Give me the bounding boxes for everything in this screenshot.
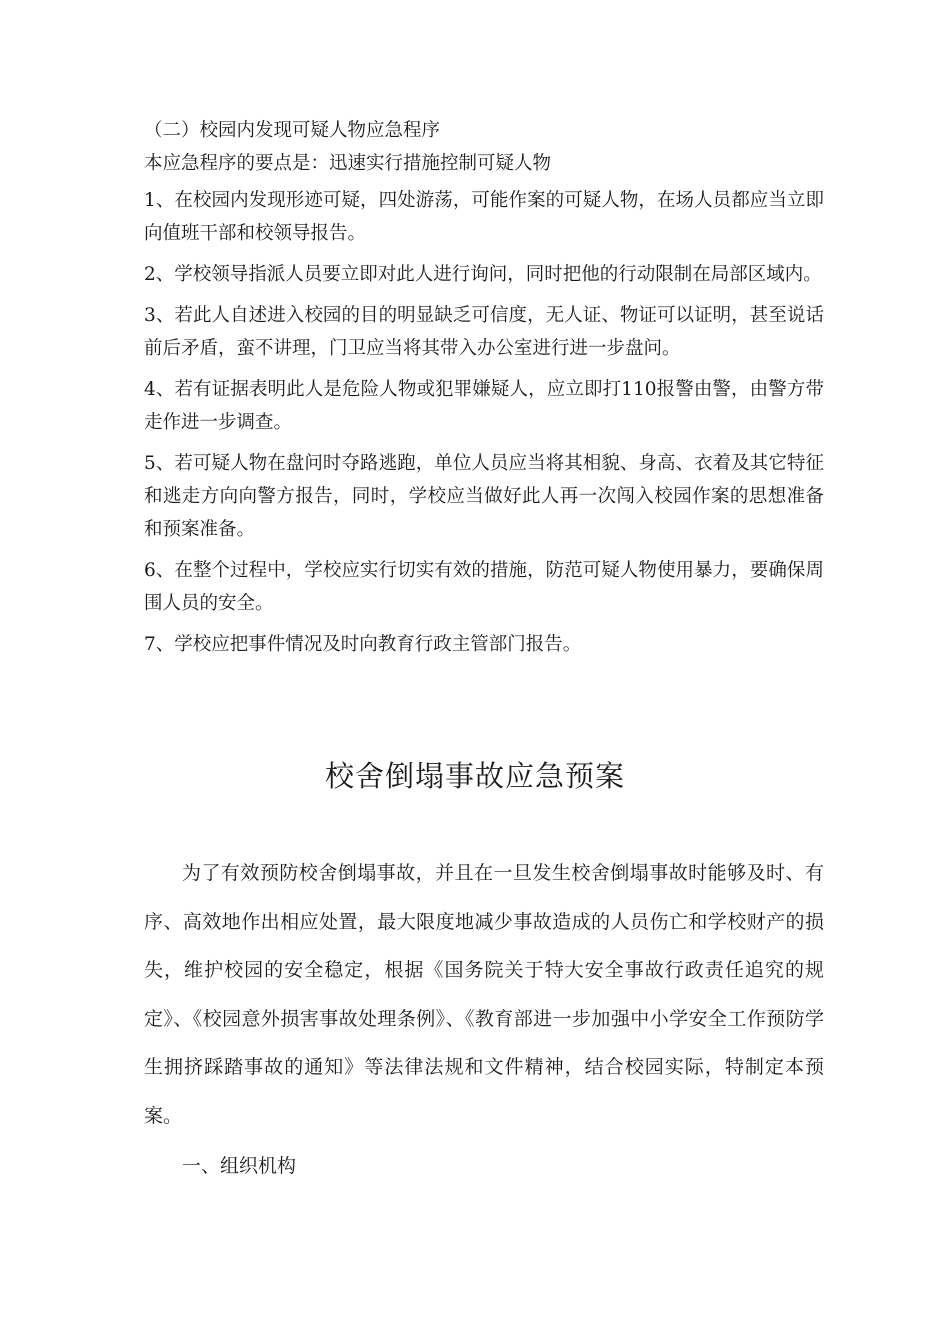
procedure-item-2: 2、学校领导指派人员要立即对此人进行询问，同时把他的行动限制在局部区域内。 xyxy=(144,264,822,285)
section-lead: 本应急程序的要点是：迅速实行措施控制可疑人物 xyxy=(144,153,552,174)
plan-subheading: 一、组织机构 xyxy=(182,1155,297,1177)
plan-intro-paragraph: 为了有效预防校舍倒塌事故，并且在一旦发生校舍倒塌事故时能够及时、有序、高效地作出相应处置，最大限度地减少事故造成的人员伤亡和学校财产的损失，维护校园的安全稳定，根据《国务院关于特大安全事故行政责任追究的规定》、《校园意外损害事故处理条例》、《教育部进一步加强中小学安全工作预防学生拥挤踩踏事故的通知》等法律法规和文件精神，结合校园实际，特制定本预案。 xyxy=(144,862,824,1127)
procedure-item-6: 6、在整个过程中，学校应实行切实有效的措施，防范可疑人物使用暴力，要确保周围人员的安全。 xyxy=(144,560,824,614)
emergency-procedure-section xyxy=(144,114,824,669)
procedure-item-5: 5、若可疑人物在盘问时夺路逃跑，单位人员应当将其相貌、身高、衣着及其它特征和逃走方向向警方报告，同时，学校应当做好此人再一次闯入校园作案的思想准备和预案准备。 xyxy=(144,453,824,540)
plan-title: 校舍倒塌事故应急预案 xyxy=(324,759,625,793)
procedure-item-1: 1、在校园内发现形迹可疑，四处游荡，可能作案的可疑人物，在场人员都应当立即向值班干部和校领导报告。 xyxy=(144,190,824,244)
plan-body xyxy=(144,849,824,1191)
procedure-item-7: 7、学校应把事件情况及时向教育行政主管部门报告。 xyxy=(144,634,582,655)
procedure-item-3: 3、若此人自述进入校园的目的明显缺乏可信度，无人证、物证可以证明，甚至说话前后矛盾，蛮不讲理，门卫应当将其带入办公室进行进一步盘问。 xyxy=(144,305,824,359)
section-heading: （二）校园内发现可疑人物应急程序 xyxy=(144,120,441,141)
procedure-item-4: 4、若有证据表明此人是危险人物或犯罪嫌疑人，应立即打110报警由警，由警方带走作进一步调查。 xyxy=(144,379,824,433)
